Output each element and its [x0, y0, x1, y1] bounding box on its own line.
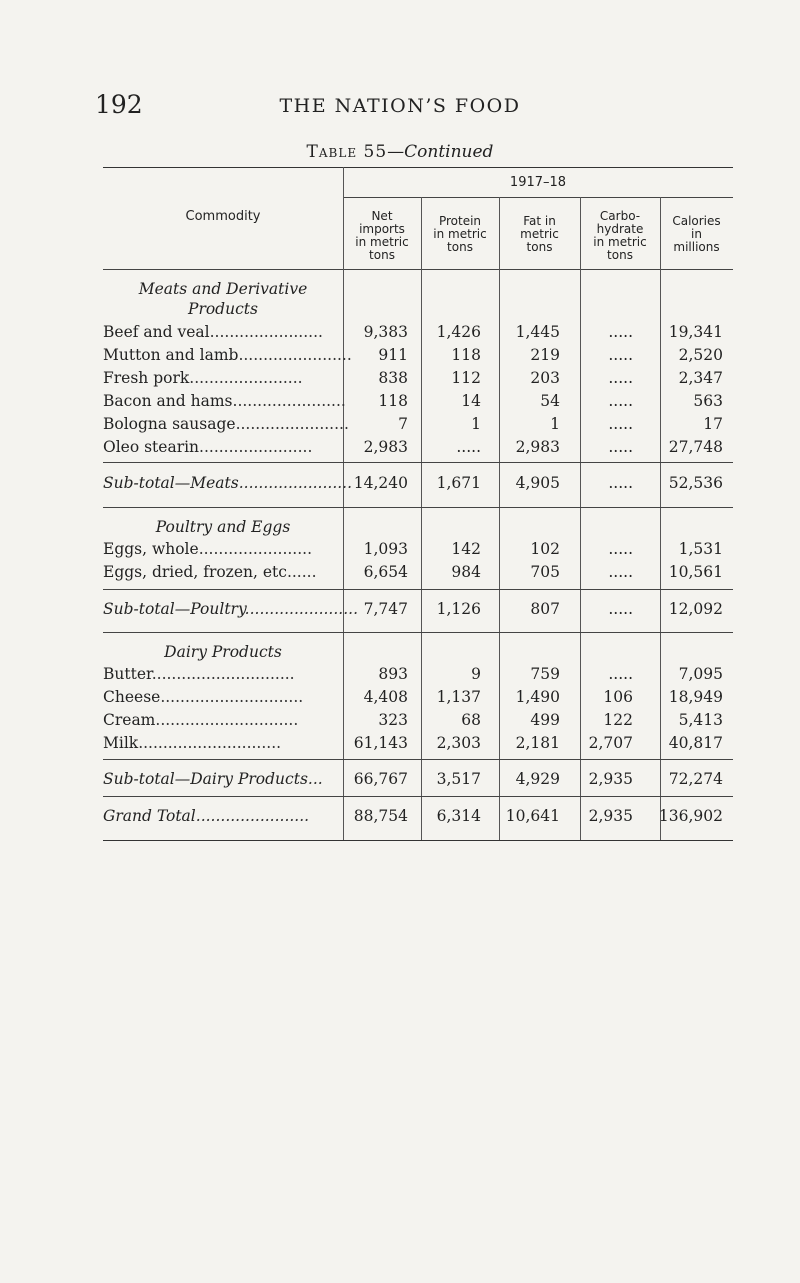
grand-total-rule	[103, 796, 733, 797]
subtotal-row: Sub-total—Meats....................... 14,240 1,671 4,905 ..... 52,536	[103, 472, 733, 495]
cell-calories: 2,520	[678, 346, 723, 364]
cell-net-imports: 893	[378, 665, 408, 683]
table-row: Cheese............................. 4,408 1,137 1,490 106 18,949	[103, 686, 733, 709]
cell-protein: .....	[456, 438, 481, 456]
row-label: Milk	[103, 734, 139, 752]
grand-total-row: Grand Total....................... 88,754 6,314 10,641 2,935 136,902	[103, 805, 733, 828]
cell-carbohydrate: .....	[608, 540, 633, 558]
cell-carbohydrate: .....	[608, 323, 633, 341]
cell-fat: 203	[530, 369, 560, 387]
table-bottom-rule	[103, 840, 733, 841]
cell-carbohydrate: 2,935	[588, 770, 633, 788]
cell-carbohydrate: 106	[603, 688, 633, 706]
cell-calories: 27,748	[668, 438, 723, 456]
table-caption-label: Table 55	[306, 142, 388, 162]
section-heading-poultry: Poultry and Eggs	[155, 518, 291, 536]
cell-protein: 112	[451, 369, 481, 387]
table-row: Beef and veal....................... 9,383 1,426 1,445 ..... 19,341	[103, 321, 733, 344]
row-label: Grand Total	[103, 807, 196, 825]
cell-carbohydrate: 2,707	[588, 734, 633, 752]
cell-net-imports: 4,408	[363, 688, 408, 706]
col-header-protein: Protein in metric tons	[433, 214, 487, 254]
cell-calories: 12,092	[668, 600, 723, 618]
row-label: Cheese	[103, 688, 161, 706]
cell-fat: 1	[550, 415, 560, 433]
cell-net-imports: 1,093	[363, 540, 408, 558]
section-heading-meats: Meats and Derivative Products	[138, 280, 308, 318]
row-label: Beef and veal	[103, 323, 210, 341]
cell-net-imports: 838	[378, 369, 408, 387]
row-label: Sub-total—Meats	[103, 474, 239, 492]
cell-protein: 1	[471, 415, 481, 433]
row-label: Bacon and hams	[103, 392, 233, 410]
table-row: Eggs, dried, frozen, etc...... 6,654 984 705 ..... 10,561	[103, 561, 733, 584]
row-label: Sub-total—Poultry	[103, 600, 245, 618]
col-header-fat: Fat in metric tons	[520, 214, 559, 254]
cell-fat: 4,905	[515, 474, 560, 492]
cell-fat: 4,929	[515, 770, 560, 788]
cell-protein: 142	[451, 540, 481, 558]
section-heading-dairy: Dairy Products	[164, 643, 282, 661]
cell-protein: 14	[461, 392, 481, 410]
cell-net-imports: 88,754	[353, 807, 408, 825]
cell-net-imports: 61,143	[353, 734, 408, 752]
cell-protein: 118	[451, 346, 481, 364]
cell-net-imports: 7	[398, 415, 408, 433]
cell-calories: 17	[703, 415, 723, 433]
row-label: Oleo stearin	[103, 438, 200, 456]
running-head: THE NATION’S FOOD	[279, 95, 521, 117]
page-number: 192	[95, 90, 143, 119]
table-top-rule	[103, 167, 733, 168]
cell-protein: 9	[471, 665, 481, 683]
cell-calories: 1,531	[678, 540, 723, 558]
row-label: Butter	[103, 665, 152, 683]
cell-fat: 759	[530, 665, 560, 683]
cell-fat: 1,445	[515, 323, 560, 341]
cell-net-imports: 14,240	[353, 474, 408, 492]
cell-fat: 54	[540, 392, 560, 410]
cell-carbohydrate: .....	[608, 438, 633, 456]
cell-net-imports: 9,383	[363, 323, 408, 341]
cell-calories: 19,341	[668, 323, 723, 341]
row-label: Bologna sausage	[103, 415, 236, 433]
table-row: Bologna sausage....................... 7 1 1 ..... 17	[103, 413, 733, 436]
col-header-net-imports: Net imports in metric tons	[355, 209, 409, 262]
year-rule	[343, 197, 733, 198]
cell-fat: 705	[530, 563, 560, 581]
subtotal-rule	[103, 759, 733, 760]
cell-net-imports: 66,767	[353, 770, 408, 788]
cell-carbohydrate: .....	[608, 415, 633, 433]
cell-net-imports: 2,983	[363, 438, 408, 456]
table-row: Eggs, whole....................... 1,093 142 102 ..... 1,531	[103, 538, 733, 561]
cell-net-imports: 7,747	[363, 600, 408, 618]
cell-calories: 52,536	[668, 474, 723, 492]
table-row: Bacon and hams....................... 118 14 54 ..... 563	[103, 390, 733, 413]
cell-calories: 5,413	[678, 711, 723, 729]
row-label: Mutton and lamb	[103, 346, 239, 364]
cell-calories: 136,902	[658, 807, 723, 825]
cell-carbohydrate: .....	[608, 665, 633, 683]
cell-carbohydrate: .....	[608, 474, 633, 492]
row-label: Eggs, whole	[103, 540, 199, 558]
row-label: Eggs, dried, frozen, etc	[103, 563, 287, 581]
cell-net-imports: 6,654	[363, 563, 408, 581]
cell-fat: 2,181	[515, 734, 560, 752]
table-caption-continued: —Continued	[387, 142, 494, 162]
cell-fat: 807	[530, 600, 560, 618]
cell-calories: 563	[693, 392, 723, 410]
row-label: Fresh pork	[103, 369, 190, 387]
cell-fat: 219	[530, 346, 560, 364]
cell-net-imports: 118	[378, 392, 408, 410]
cell-protein: 1,426	[436, 323, 481, 341]
cell-protein: 1,137	[436, 688, 481, 706]
cell-protein: 68	[461, 711, 481, 729]
year-header: 1917–18	[509, 175, 567, 190]
row-label: Cream	[103, 711, 156, 729]
cell-fat: 1,490	[515, 688, 560, 706]
subtotal-rule	[103, 462, 733, 463]
cell-calories: 72,274	[668, 770, 723, 788]
cell-calories: 10,561	[668, 563, 723, 581]
col-header-carbohydrate: Carbo- hydrate in metric tons	[593, 209, 647, 262]
cell-calories: 18,949	[668, 688, 723, 706]
row-label: Sub-total—Dairy Products	[103, 770, 308, 788]
cell-calories: 40,817	[668, 734, 723, 752]
commodity-header: Commodity	[185, 209, 261, 224]
cell-carbohydrate: .....	[608, 600, 633, 618]
cell-protein: 3,517	[436, 770, 481, 788]
cell-fat: 102	[530, 540, 560, 558]
section-rule	[103, 507, 733, 508]
cell-fat: 10,641	[505, 807, 560, 825]
cell-fat: 2,983	[515, 438, 560, 456]
table-row: Mutton and lamb....................... 911 118 219 ..... 2,520	[103, 344, 733, 367]
subtotal-rule	[103, 589, 733, 590]
cell-fat: 499	[530, 711, 560, 729]
cell-carbohydrate: 122	[603, 711, 633, 729]
table-row: Milk............................. 61,143 2,303 2,181 2,707 40,817	[103, 732, 733, 755]
cell-carbohydrate: .....	[608, 563, 633, 581]
cell-carbohydrate: .....	[608, 392, 633, 410]
table-row: Butter............................. 893 9 759 ..... 7,095	[103, 663, 733, 686]
table-row: Fresh pork....................... 838 112 203 ..... 2,347	[103, 367, 733, 390]
cell-protein: 2,303	[436, 734, 481, 752]
cell-calories: 7,095	[678, 665, 723, 683]
cell-protein: 6,314	[436, 807, 481, 825]
cell-carbohydrate: .....	[608, 369, 633, 387]
cell-net-imports: 323	[378, 711, 408, 729]
subtotal-row: Sub-total—Poultry....................... 7,747 1,126 807 ..... 12,092	[103, 598, 733, 621]
cell-carbohydrate: 2,935	[588, 807, 633, 825]
cell-carbohydrate: .....	[608, 346, 633, 364]
cell-calories: 2,347	[678, 369, 723, 387]
cell-protein: 1,671	[436, 474, 481, 492]
cell-protein: 984	[451, 563, 481, 581]
cell-protein: 1,126	[436, 600, 481, 618]
subtotal-row: Sub-total—Dairy Products... 66,767 3,517 4,929 2,935 72,274	[103, 768, 733, 791]
table-caption	[0, 142, 800, 162]
table-row: Cream............................. 323 68 499 122 5,413	[103, 709, 733, 732]
col-header-calories: Calories in millions	[672, 214, 721, 254]
cell-net-imports: 911	[378, 346, 408, 364]
header-bottom-rule	[103, 269, 733, 270]
section-rule	[103, 632, 733, 633]
table-row: Oleo stearin....................... 2,983 ..... 2,983 ..... 27,748	[103, 436, 733, 459]
